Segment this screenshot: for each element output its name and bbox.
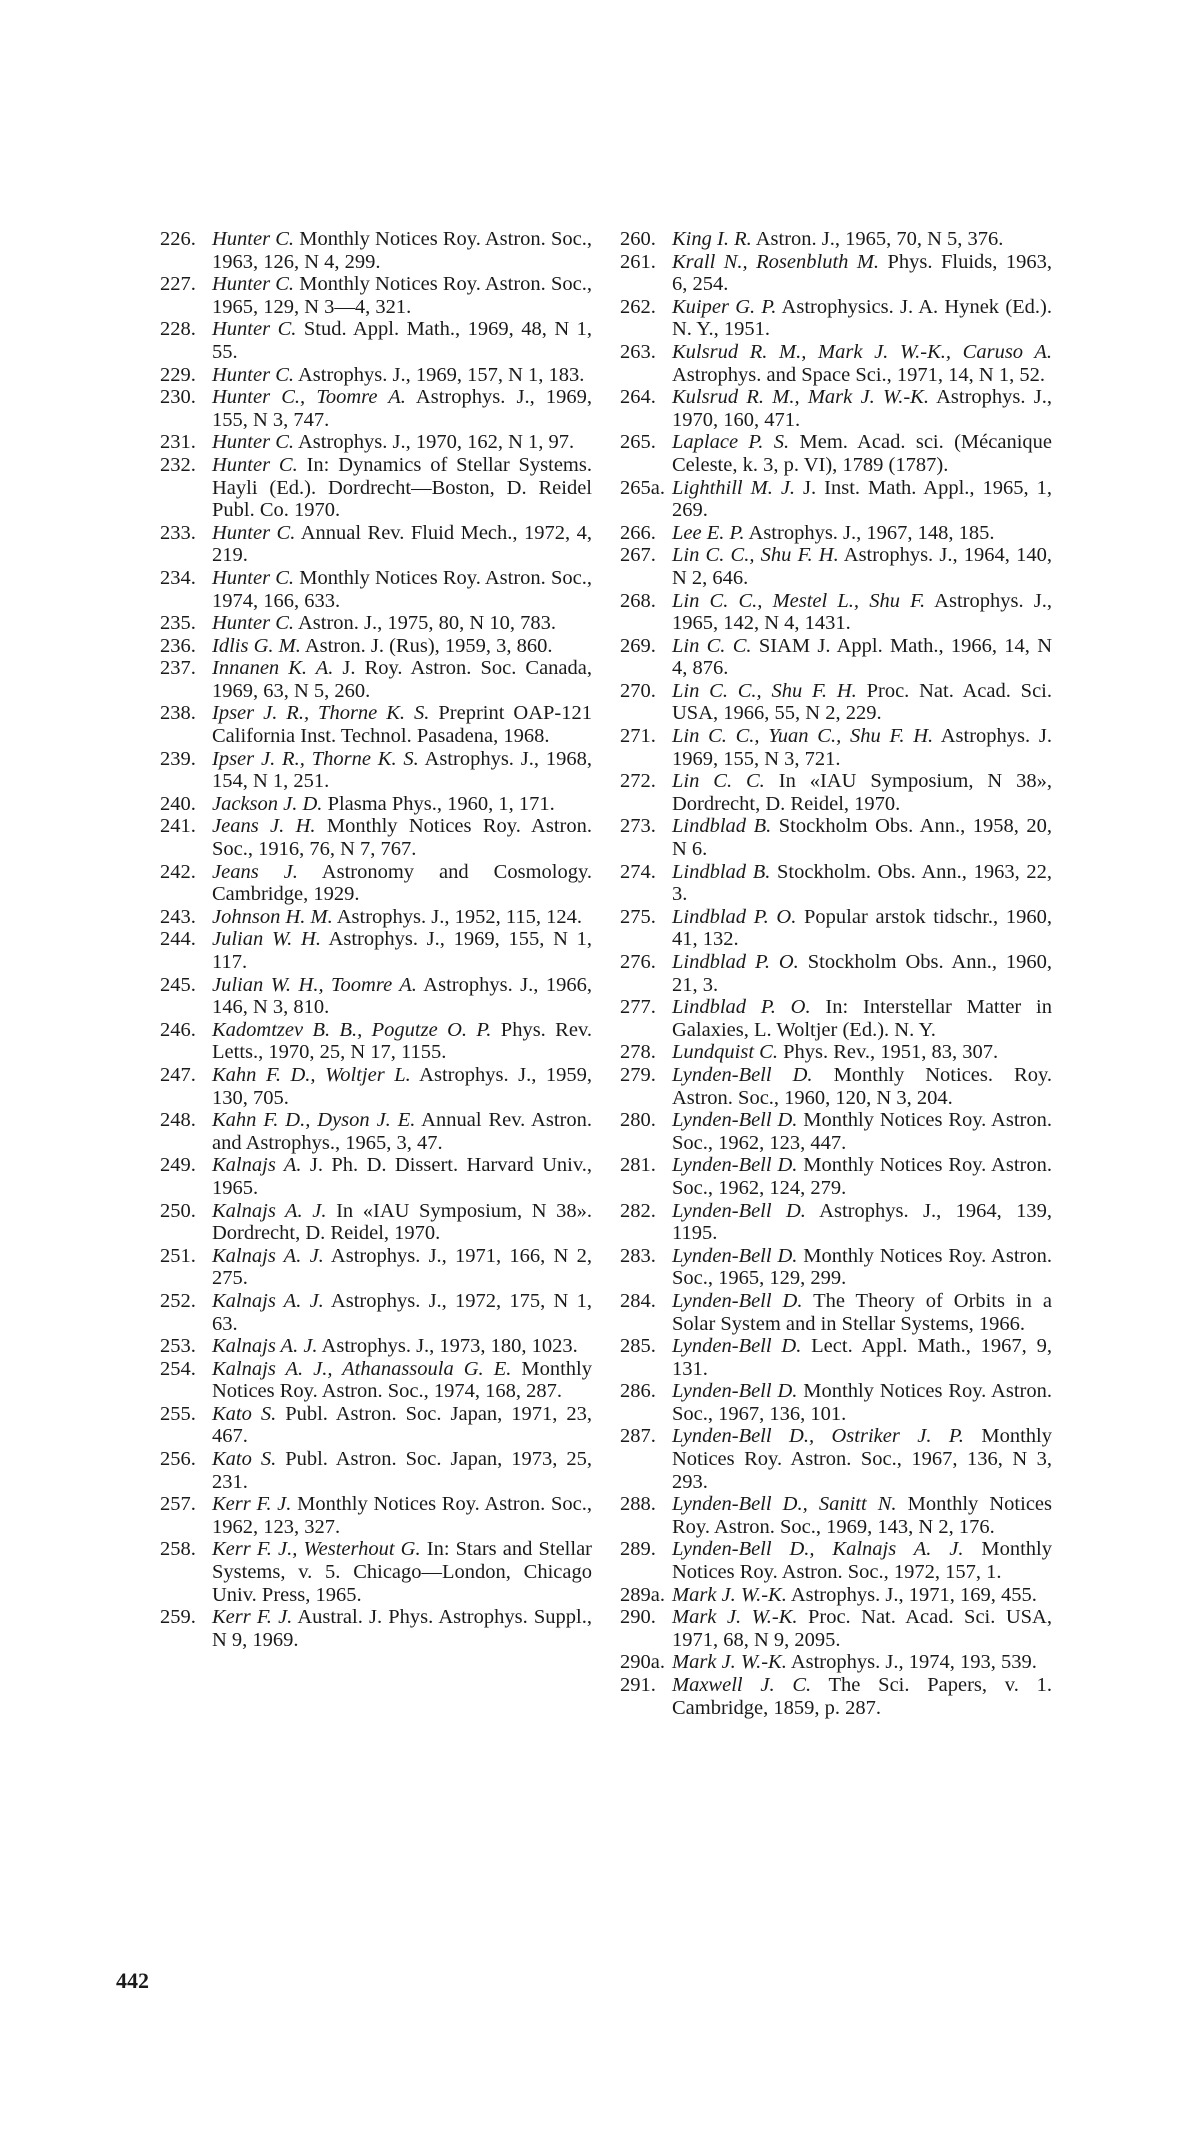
reference-number: 289a.	[620, 1583, 665, 1606]
reference-entry	[620, 1425, 1052, 1493]
reference-entry	[160, 1448, 592, 1493]
reference-entry	[160, 1200, 592, 1245]
reference-number: 240.	[160, 792, 196, 815]
reference-number: 262.	[620, 295, 656, 318]
reference-entry	[160, 273, 592, 318]
reference-number: 254.	[160, 1357, 196, 1380]
reference-authors: Hunter C.	[212, 431, 294, 454]
reference-entry	[620, 1538, 1052, 1583]
reference-authors: Idlis G. M.	[212, 634, 301, 657]
reference-source: Astron. J., 1965, 70, N 5, 376.	[751, 228, 1004, 250]
reference-entry	[160, 318, 592, 363]
reference-authors: Lynden-Bell D.	[672, 1380, 798, 1403]
reference-number: 265.	[620, 431, 656, 454]
reference-authors: Kalnajs A. J.	[212, 1335, 318, 1358]
reference-entry	[620, 951, 1052, 996]
reference-authors: Kerr F. J.	[212, 1493, 292, 1516]
reference-source: Monthly Notices Roy. Astron. Soc., 1962, 124, 279.	[672, 1154, 1052, 1199]
reference-authors: Hunter C.	[212, 566, 295, 589]
reference-source: Astrophys. J., 1971, 166, N 2, 275.	[212, 1244, 592, 1290]
reference-number: 282.	[620, 1199, 656, 1222]
reference-number: 275.	[620, 905, 656, 928]
reference-number: 232.	[160, 453, 196, 476]
reference-authors: Lynden-Bell D.	[672, 1063, 813, 1086]
reference-number: 236.	[160, 634, 196, 657]
reference-entry	[160, 1358, 592, 1403]
reference-source: Stockholm Obs. Ann., 1958, 20, N 6.	[672, 815, 1052, 861]
reference-number: 230.	[160, 386, 196, 409]
reference-authors: Julian W. H.	[212, 928, 321, 951]
reference-source: Stockholm. Obs. Ann., 1963, 22, 3.	[672, 860, 1052, 906]
reference-number: 253.	[160, 1335, 196, 1358]
reference-entry	[160, 906, 592, 929]
reference-entry	[620, 522, 1052, 545]
reference-source: Monthly Notices Roy. Astron. Soc., 1974, 166, 633.	[212, 566, 592, 612]
reference-source: Astron. J. (Rus), 1959, 3, 860.	[300, 634, 553, 657]
reference-source: In «IAU Symposium, N 38», Dordrecht, D. Reidel, 1970.	[672, 770, 1052, 815]
reference-authors: King I. R.	[672, 228, 752, 250]
left-column	[160, 228, 592, 1651]
reference-source: Stockholm Obs. Ann., 1960, 21, 3.	[672, 951, 1053, 996]
reference-number: 283.	[620, 1244, 656, 1267]
reference-entry	[620, 1064, 1052, 1109]
reference-source: Astron. J., 1975, 80, N 10, 783.	[294, 612, 556, 635]
reference-number: 260.	[620, 228, 656, 250]
reference-authors: Lin C. C., Shu F. H.	[672, 679, 857, 702]
reference-entry	[620, 544, 1052, 589]
reference-authors: Hunter C.	[212, 453, 298, 476]
reference-authors: Lin C. C., Mestel L., Shu F.	[672, 589, 926, 612]
reference-number: 267.	[620, 544, 656, 567]
reference-entry	[620, 906, 1052, 951]
reference-authors: Lundquist C.	[672, 1041, 778, 1064]
reference-source: Plasma Phys., 1960, 1, 171.	[322, 792, 555, 815]
reference-entry	[160, 364, 592, 387]
reference-authors: Kulsrud R. M., Mark J. W.-K.	[672, 386, 929, 409]
reference-authors: Kerr F. J.	[212, 1606, 293, 1629]
reference-source: Monthly Notices Roy. Astron. Soc., 1965, 129, N 3—4, 321.	[212, 273, 592, 318]
reference-number: 285.	[620, 1335, 656, 1358]
reference-source: Astrophys. J., 1964, 139, 1195.	[672, 1199, 1052, 1245]
reference-source: Astrophys. J., 1968, 154, N 1, 251.	[212, 747, 592, 793]
reference-authors: Kato S.	[212, 1448, 277, 1471]
reference-entry	[160, 1109, 592, 1154]
reference-number: 291.	[620, 1674, 656, 1696]
reference-number: 268.	[620, 589, 656, 612]
reference-number: 273.	[620, 815, 656, 838]
reference-number: 259.	[160, 1606, 196, 1629]
reference-number: 244.	[160, 928, 196, 951]
reference-source: Monthly Notices Roy. Astron. Soc., 1969, 143, N 2, 176.	[672, 1493, 1052, 1538]
reference-authors: Lynden-Bell D., Ostriker J. P.	[672, 1425, 964, 1448]
reference-number: 235.	[160, 612, 196, 635]
reference-source: Proc. Nat. Acad. Sci. USA, 1966, 55, N 2, 229.	[672, 679, 1052, 725]
reference-authors: Hunter C.	[212, 363, 294, 386]
reference-authors: Ipser J. R., Thorne K. S.	[212, 747, 419, 770]
reference-number: 279.	[620, 1063, 656, 1086]
reference-entry	[620, 1200, 1052, 1245]
reference-entry	[620, 341, 1052, 386]
reference-authors: Kalnajs A. J.	[212, 1244, 324, 1267]
right-column	[620, 228, 1052, 1719]
reference-authors: Kalnajs A. J.	[212, 1289, 324, 1312]
reference-authors: Lighthill M. J.	[672, 476, 796, 499]
reference-authors: Krall N., Rosenbluth M.	[672, 250, 880, 273]
reference-authors: Mark J. W.-K.	[672, 1606, 798, 1629]
reference-entry	[620, 1109, 1052, 1154]
reference-number: 274.	[620, 860, 656, 883]
reference-number: 286.	[620, 1380, 656, 1403]
reference-entry	[620, 1041, 1052, 1064]
reference-authors: Lindblad B.	[672, 860, 771, 883]
reference-authors: Hunter C.	[212, 273, 295, 296]
reference-entry	[160, 1335, 592, 1358]
reference-authors: Lin C. C., Shu F. H.	[672, 544, 839, 567]
reference-source: Mem. Acad. sci. (Mécanique Celeste, k. 3, p. VI), 1789 (1787).	[672, 431, 1052, 476]
reference-entry	[160, 1606, 592, 1651]
reference-authors: Lindblad P. O.	[672, 951, 799, 973]
reference-number: 281.	[620, 1154, 656, 1177]
reference-number: 234.	[160, 566, 196, 589]
reference-authors: Kerr F. J., Westerhout G.	[212, 1538, 421, 1561]
reference-entry	[620, 1290, 1052, 1335]
reference-authors: Lindblad P. O.	[672, 996, 811, 1019]
reference-source: Astrophys. J., 1965, 142, N 4, 1431.	[672, 589, 1052, 635]
reference-number: 261.	[620, 250, 656, 273]
reference-entry	[620, 431, 1052, 476]
reference-source: Astrophys. and Space Sci., 1971, 14, N 1, 52.	[672, 363, 1045, 386]
reference-source: SIAM J. Appl. Math., 1966, 14, N 4, 876.	[672, 634, 1052, 680]
reference-entry	[160, 702, 592, 747]
reference-number: 251.	[160, 1244, 196, 1267]
reference-source: Monthly Notices Roy. Astron. Soc., 1967, 136, 101.	[672, 1380, 1052, 1425]
reference-number: 272.	[620, 770, 656, 793]
reference-number: 248.	[160, 1109, 196, 1132]
reference-entry	[620, 1154, 1052, 1199]
reference-authors: Ipser J. R., Thorne K. S.	[212, 702, 430, 725]
reference-authors: Lee E. P.	[672, 521, 745, 544]
reference-source: In: Interstellar Matter in Galaxies, L. Woltjer (Ed.). N. Y.	[672, 996, 1052, 1041]
reference-source: Astrophys. J., 1969, 155, N 3, 747.	[212, 386, 592, 431]
reference-authors: Hunter C.	[212, 521, 296, 544]
reference-entry	[620, 725, 1052, 770]
reference-authors: Kalnajs A.	[212, 1154, 302, 1177]
reference-authors: Hunter C.	[212, 612, 294, 635]
reference-authors: Lynden-Bell D., Sanitt N.	[672, 1493, 897, 1516]
reference-entry	[160, 861, 592, 906]
reference-source: Astrophys. J., 1964, 140, N 2, 646.	[672, 544, 1052, 589]
reference-number: 255.	[160, 1402, 196, 1425]
reference-number: 277.	[620, 996, 656, 1019]
reference-source: Annual Rev. Fluid Mech., 1972, 4, 219.	[212, 521, 592, 567]
reference-number: 239.	[160, 747, 196, 770]
reference-number: 250.	[160, 1199, 196, 1222]
reference-authors: Hunter C.	[212, 318, 297, 341]
reference-source: Austral. J. Phys. Astrophys. Suppl., N 9, 1969.	[212, 1606, 592, 1651]
reference-entry	[620, 1493, 1052, 1538]
reference-source: Preprint OAP-121 California Inst. Technol. Pasadena, 1968.	[212, 702, 592, 748]
reference-number: 278.	[620, 1041, 656, 1064]
reference-source: Astrophys. J., 1967, 148, 185.	[744, 521, 995, 544]
reference-entry	[160, 1538, 592, 1606]
reference-number: 231.	[160, 431, 196, 454]
reference-number: 228.	[160, 318, 196, 341]
reference-number: 266.	[620, 521, 656, 544]
reference-authors: Lin C. C.	[672, 634, 752, 657]
reference-entry	[620, 1674, 1052, 1719]
reference-entry	[620, 386, 1052, 431]
reference-number: 237.	[160, 657, 196, 680]
reference-number: 263.	[620, 340, 656, 363]
reference-source: The Sci. Papers, v. 1. Cambridge, 1859, p. 287.	[672, 1674, 1052, 1719]
reference-source: Astrophys. J., 1970, 162, N 1, 97.	[294, 431, 575, 454]
reference-authors: Jeans J.	[212, 860, 298, 883]
reference-number: 243.	[160, 905, 196, 928]
reference-source: Monthly Notices Roy. Astron. Soc., 1963, 126, N 4, 299.	[212, 228, 592, 273]
reference-number: 249.	[160, 1154, 196, 1177]
reference-number: 229.	[160, 363, 196, 386]
reference-source: In: Dynamics of Stellar Systems. Hayli (Ed.). Dordrecht—Boston, D. Reidel Publ. Co. 1970.	[212, 453, 592, 522]
reference-source: Monthly Notices Roy. Astron. Soc., 1916, 76, N 7, 767.	[212, 815, 592, 861]
reference-authors: Lynden-Bell D.	[672, 1154, 798, 1177]
reference-source: The Theory of Orbits in a Solar System and in Stellar Systems, 1966.	[672, 1289, 1052, 1335]
reference-source: Monthly Notices Roy. Astron. Soc., 1974, 168, 287.	[212, 1357, 592, 1403]
reference-number: 269.	[620, 634, 656, 657]
reference-number: 246.	[160, 1018, 196, 1041]
reference-entry	[160, 522, 592, 567]
reference-authors: Lynden-Bell D.	[672, 1109, 798, 1132]
reference-source: Astrophys. J., 1959, 130, 705.	[212, 1063, 592, 1109]
reference-entry	[160, 386, 592, 431]
reference-source: Astrophys. J., 1969, 157, N 1, 183.	[294, 363, 585, 386]
reference-authors: Lynden-Bell D., Kalnajs A. J.	[672, 1538, 964, 1561]
reference-entry	[160, 431, 592, 454]
reference-authors: Lin C. C.	[672, 770, 765, 793]
reference-entry	[620, 1335, 1052, 1380]
reference-source: Astrophys. J., 1973, 180, 1023.	[317, 1335, 578, 1358]
reference-entry	[620, 770, 1052, 815]
reference-number: 270.	[620, 679, 656, 702]
reference-entry	[160, 1493, 592, 1538]
reference-source: J. Roy. Astron. Soc. Canada, 1969, 63, N 5, 260.	[212, 657, 592, 702]
reference-source: Astronomy and Cosmology. Cambridge, 1929.	[212, 860, 592, 906]
reference-source: Monthly Notices Roy. Astron. Soc., 1962, 123, 327.	[212, 1493, 592, 1538]
reference-source: Astrophys. J., 1952, 115, 124.	[332, 905, 582, 928]
reference-authors: Jackson J. D.	[212, 792, 323, 815]
reference-entry	[160, 1290, 592, 1335]
reference-number: 280.	[620, 1109, 656, 1132]
reference-entry	[620, 815, 1052, 860]
reference-entry	[160, 635, 592, 658]
reference-entry	[160, 748, 592, 793]
reference-entry	[620, 1651, 1052, 1674]
reference-entry	[160, 567, 592, 612]
reference-number: 227.	[160, 273, 196, 296]
reference-authors: Lin C. C., Yuan C., Shu F. H.	[672, 725, 934, 748]
reference-number: 226.	[160, 228, 196, 250]
reference-authors: Lynden-Bell D.	[672, 1289, 803, 1312]
reference-number: 247.	[160, 1063, 196, 1086]
reference-entry	[620, 228, 1052, 251]
reference-source: Lect. Appl. Math., 1967, 9, 131.	[672, 1335, 1052, 1380]
reference-number: 238.	[160, 702, 196, 725]
reference-authors: Kato S.	[212, 1402, 277, 1425]
reference-authors: Johnson H. M.	[212, 905, 333, 928]
reference-entry	[620, 1380, 1052, 1425]
reference-source: Publ. Astron. Soc. Japan, 1973, 25, 231.	[212, 1448, 592, 1493]
page-number: 442	[116, 1968, 149, 1993]
reference-entry	[620, 296, 1052, 341]
reference-source: Phys. Fluids, 1963, 6, 254.	[672, 250, 1052, 296]
reference-entry	[160, 928, 592, 973]
reference-entry	[620, 996, 1052, 1041]
reference-number: 265a.	[620, 476, 665, 499]
reference-entry	[160, 1064, 592, 1109]
reference-source: Monthly Notices. Roy. Astron. Soc., 1960, 120, N 3, 204.	[672, 1063, 1052, 1109]
reference-authors: Kadomtzev B. B., Pogutze O. P.	[212, 1018, 492, 1041]
reference-number: 241.	[160, 815, 196, 838]
reference-authors: Kulsrud R. M., Mark J. W.-K., Caruso A.	[672, 340, 1052, 363]
reference-entry	[160, 1245, 592, 1290]
reference-number: 271.	[620, 725, 656, 748]
reference-source: J. Inst. Math. Appl., 1965, 1, 269.	[672, 476, 1052, 522]
reference-source: Stud. Appl. Math., 1969, 48, N 1, 55.	[212, 318, 593, 363]
reference-source: Astrophys. J., 1971, 169, 455.	[786, 1583, 1037, 1606]
reference-source: Astrophys. J. 1969, 155, N 3, 721.	[672, 725, 1052, 770]
reference-source: Popular arstok tidschr., 1960, 41, 132.	[672, 905, 1052, 951]
reference-entry	[160, 815, 592, 860]
reference-authors: Kalnajs A. J., Athanassoula G. E.	[212, 1357, 512, 1380]
reference-source: Proc. Nat. Acad. Sci. USA, 1971, 68, N 9, 2095.	[672, 1606, 1052, 1651]
reference-entry	[160, 657, 592, 702]
reference-authors: Mark J. W.-K.	[672, 1583, 787, 1606]
reference-number: 290a.	[620, 1651, 665, 1674]
reference-authors: Innanen K. A.	[212, 657, 334, 680]
reference-authors: Lynden-Bell D.	[672, 1335, 802, 1358]
reference-entry	[620, 477, 1052, 522]
reference-number: 284.	[620, 1289, 656, 1312]
reference-authors: Kahn F. D., Woltjer L.	[212, 1063, 411, 1086]
reference-number: 290.	[620, 1606, 656, 1629]
reference-entry	[160, 1403, 592, 1448]
reference-authors: Hunter C., Toomre A.	[212, 386, 406, 409]
reference-source: Astrophysics. J. A. Hynek (Ed.). N. Y., 1951.	[672, 295, 1052, 341]
reference-number: 258.	[160, 1538, 196, 1561]
reference-source: Publ. Astron. Soc. Japan, 1971, 23, 467.	[212, 1402, 592, 1448]
reference-number: 287.	[620, 1425, 656, 1448]
reference-number: 288.	[620, 1493, 656, 1516]
reference-number: 245.	[160, 973, 196, 996]
reference-source: Astrophys. J., 1970, 160, 471.	[672, 386, 1052, 431]
reference-authors: Jeans J. H.	[212, 815, 316, 838]
reference-authors: Laplace P. S.	[672, 431, 790, 454]
reference-number: 289.	[620, 1538, 656, 1561]
reference-source: Monthly Notices Roy. Astron. Soc., 1965, 129, 299.	[672, 1244, 1052, 1290]
reference-source: Astrophys. J., 1969, 155, N 1, 117.	[212, 928, 592, 973]
reference-entry	[620, 1584, 1052, 1607]
reference-number: 233.	[160, 521, 196, 544]
reference-number: 252.	[160, 1289, 196, 1312]
reference-entry	[620, 861, 1052, 906]
reference-authors: Kalnajs A. J.	[212, 1199, 327, 1222]
reference-entry	[620, 680, 1052, 725]
reference-authors: Lindblad B.	[672, 815, 772, 838]
reference-entry	[620, 1606, 1052, 1651]
reference-source: Astrophys. J., 1972, 175, N 1, 63.	[212, 1289, 592, 1335]
reference-authors: Mark J. W.-K.	[672, 1651, 787, 1674]
reference-authors: Kuiper G. P.	[672, 295, 777, 318]
reference-authors: Hunter C.	[212, 228, 295, 250]
reference-source: Monthly Notices Roy. Astron. Soc., 1967, 136, N 3, 293.	[672, 1425, 1052, 1493]
reference-authors: Maxwell J. C.	[672, 1674, 812, 1696]
reference-authors: Julian W. H., Toomre A.	[212, 973, 417, 996]
reference-entry	[160, 612, 592, 635]
reference-entry	[620, 635, 1052, 680]
reference-source: Monthly Notices Roy. Astron. Soc., 1972, 157, 1.	[672, 1538, 1052, 1584]
reference-entry	[160, 793, 592, 816]
reference-number: 257.	[160, 1493, 196, 1516]
reference-entry	[160, 454, 592, 522]
reference-entry	[160, 1019, 592, 1064]
reference-entry	[620, 590, 1052, 635]
reference-source: Astrophys. J., 1974, 193, 539.	[786, 1651, 1037, 1674]
reference-entry	[620, 251, 1052, 296]
reference-entry	[160, 974, 592, 1019]
reference-authors: Lynden-Bell D.	[672, 1199, 806, 1222]
reference-source: Astrophys. J., 1966, 146, N 3, 810.	[212, 973, 592, 1019]
reference-number: 242.	[160, 860, 196, 883]
reference-source: Monthly Notices Roy. Astron. Soc., 1962, 123, 447.	[672, 1109, 1052, 1154]
reference-source: In «IAU Symposium, N 38». Dordrecht, D. Reidel, 1970.	[212, 1199, 592, 1245]
reference-entry	[160, 1154, 592, 1199]
reference-entry	[160, 228, 592, 273]
reference-authors: Lynden-Bell D.	[672, 1244, 798, 1267]
reference-source: J. Ph. D. Dissert. Harvard Univ., 1965.	[212, 1154, 592, 1199]
reference-number: 256.	[160, 1448, 196, 1471]
reference-source: Phys. Rev. Letts., 1970, 25, N 17, 1155.	[212, 1018, 592, 1064]
reference-number: 276.	[620, 951, 656, 973]
reference-source: Annual Rev. Astron. and Astrophys., 1965, 3, 47.	[212, 1109, 592, 1154]
reference-source: In: Stars and Stellar Systems, v. 5. Chicago—London, Chicago Univ. Press, 1965.	[212, 1538, 592, 1606]
reference-entry	[620, 1245, 1052, 1290]
reference-number: 264.	[620, 386, 656, 409]
reference-authors: Kahn F. D., Dyson J. E.	[212, 1109, 416, 1132]
reference-authors: Lindblad P. O.	[672, 905, 797, 928]
reference-source: Phys. Rev., 1951, 83, 307.	[777, 1041, 999, 1064]
